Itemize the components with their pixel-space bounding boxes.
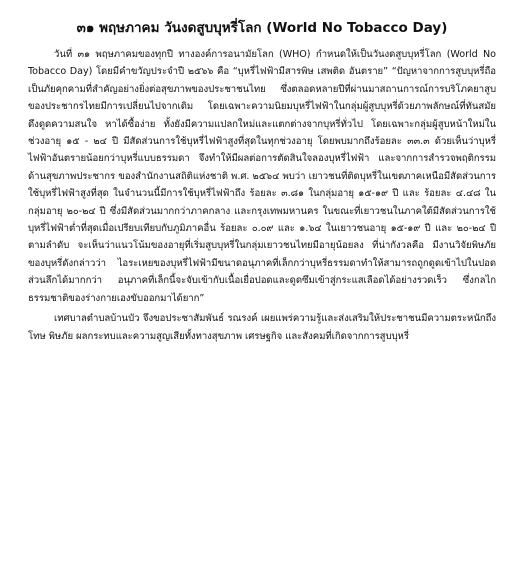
paragraph-closing: เทศบาลตำบลบ้านบัว จึงขอประชาสัมพันธ์ รณรงค์ เผยแพร่ความรู้และส่งเสริมให้ประชาชนมีความตระหนักถึงโทษ พิษภัย ผลกระทบและความสูญเสียทั้งทางสุขภาพ เศรษฐกิจ และสังคมที่เกิดจากการสูบบุหรี่ xyxy=(28,313,496,342)
paragraph-body: วันที่ ๓๑ พฤษภาคมของทุกปี ทางองค์การอนามัยโลก (WHO) กำหนดให้เป็นวันงดสูบบุหรี่โลก (World No Tobacco Day) โดยมีคำขวัญประจำปี ๒๕๖๖ คือ “บุหรี่ไฟฟ้ามีสารพิษ เสพติด อันตราย” “ปัญหาจากการสูบบุหรี่ถือเป็นภัยคุกคามที่สำคัญอย่างยิ่งต่อสุขภาพของประชาชนไทย ซึ่งตลอดหลายปีที่ผ่านมาสถานการณ์การบริโภคยาสูบของประชากรไทยมีการเปลี่ยนไปจากเดิม โดยเฉพาะความนิยมบุหรี่ไฟฟ้าในกลุ่มผู้สูบบุหรี่ด้วยภาพลักษณ์ที่ทันสมัย ดึงดูดความสนใจ หาได้ซื้อง่าย ทั้งยังมีความแปลกใหม่และแตกต่างจากบุหรี่ทั่วไป โดยเฉพาะกลุ่มผู้สูบหน้าใหม่ในช่วงอายุ ๑๕ - ๒๔ ปี มีสัดส่วนการใช้บุหรี่ไฟฟ้าสูงที่สุดในทุกช่วงอายุ โดยพบมากถึงร้อยละ ๓๓.๓ ด้วยเห็นว่าบุหรี่ไฟฟ้าอันตรายน้อยกว่าบุหรี่แบบธรรมดา จึงทำให้มีผลต่อการตัดสินใจลองบุหรี่ไฟฟ้า และจากการสำรวจพฤติกรรมด้านสุขภาพประชากร ของสำนักงานสถิติแห่งชาติ พ.ศ. ๒๕๖๔ พบว่า เยาวชนที่ติดบุหรี่ในเขตภาคเหนือมีสัดส่วนการใช้บุหรี่ไฟฟ้าสูงที่สุด ในจำนวนนี้มีการใช้บุหรี่ไฟฟ้าถึง ร้อยละ ๓.๘๑ ในกลุ่มอายุ ๑๕-๑๙ ปี และ ร้อยละ ๔.๔๘ ในกลุ่มอายุ ๒๐-๒๔ ปี ซึ่งมีสัดส่วนมากกว่าภาคกลาง และกรุงเทพมหานคร ในขณะที่เยาวชนในภาคใต้มีสัดส่วนการใช้บุหรี่ไฟฟ้าต่ำที่สุดเมื่อเปรียบเทียบกับภูมิภาคอื่น ร้อยละ ๐.๐๙ และ ๑.๖๔ ในเยาวชนอายุ ๑๕-๑๙ ปี และ ๒๐-๒๔ ปี ตามลำดับ จะเห็นว่าแนวโน้มของอายุที่เริ่มสูบบุหรี่ในกลุ่มเยาวชนไทยมีอายุน้อยลง ที่น่ากังวลคือ มีงานวิจัยพิษภัยของบุหรี่ดังกล่าวว่า ไอระเหยของบุหรี่ไฟฟ้ามีขนาดอนุภาคที่เล็กกว่าบุหรี่ธรรมดาทำให้สามารถถูกดูดเข้าไปในปอดส่วนลึกได้มากกว่า อนุภาคที่เล็กนี้จะจับเข้ากับเนื้อเยื่อปอดและดูดซึมเข้าสู่กระแสเลือดได้อย่างรวดเร็ว ซึ่งกลไกธรรมชาติของร่างกายเองขับออกมาได้ยาก” xyxy=(28,49,496,304)
document-page xyxy=(28,18,496,345)
document-title: ๓๑ พฤษภาคม วันงดสูบบุหรี่โลก (World No Tobacco Day) xyxy=(76,20,448,36)
